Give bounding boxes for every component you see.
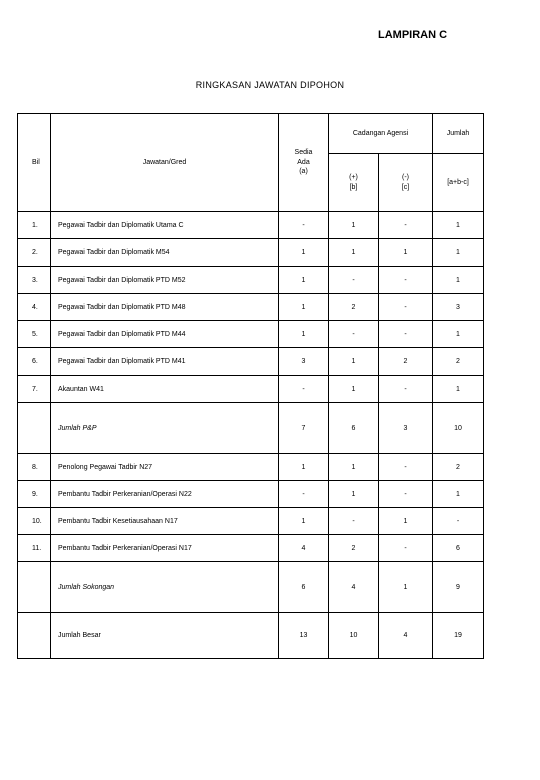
kurang-cell: - (379, 267, 433, 294)
jumlah-cell: 10 (433, 403, 484, 454)
jawatan-cell: Jumlah Sokongan (51, 562, 279, 613)
sedia-ada-cell: 1 (279, 239, 329, 267)
jumlah-cell: 1 (433, 212, 484, 239)
jawatan-cell: Jumlah P&P (51, 403, 279, 454)
header-row (18, 114, 484, 154)
tambah-cell: 10 (329, 613, 379, 659)
kurang-cell: 2 (379, 348, 433, 376)
kurang-cell: - (379, 212, 433, 239)
bil-cell (18, 403, 51, 454)
jumlah-cell: 3 (433, 294, 484, 321)
jumlah-cell: 1 (433, 321, 484, 348)
sedia-ada-cell: 1 (279, 508, 329, 535)
table-row (18, 267, 484, 294)
total-sokongan-row (18, 562, 484, 613)
tambah-cell: 6 (329, 403, 379, 454)
jumlah-cell: 1 (433, 376, 484, 403)
bil-cell: 2. (18, 239, 51, 267)
bil-cell: 9. (18, 481, 51, 508)
kurang-cell: - (379, 481, 433, 508)
header-sedia-ada: Sedia Ada (a) (279, 114, 329, 212)
bil-cell: 5. (18, 321, 51, 348)
tambah-cell: 1 (329, 481, 379, 508)
header-jumlah: Jumlah (433, 114, 484, 154)
sedia-ada-cell: 4 (279, 535, 329, 562)
tambah-cell: - (329, 508, 379, 535)
sedia-ada-cell: 1 (279, 454, 329, 481)
kurang-cell: 3 (379, 403, 433, 454)
sedia-ada-cell: 3 (279, 348, 329, 376)
jumlah-cell: 6 (433, 535, 484, 562)
jawatan-cell: Pegawai Tadbir dan Diplomatik M54 (51, 239, 279, 267)
table-row (18, 535, 484, 562)
table-row (18, 239, 484, 267)
header-minus: (-) [c] (379, 154, 433, 212)
table-row (18, 294, 484, 321)
jawatan-cell: Pembantu Tadbir Perkeranian/Operasi N17 (51, 535, 279, 562)
header-plus: (+) [b] (329, 154, 379, 212)
table-row (18, 376, 484, 403)
posts-summary-table (17, 113, 484, 659)
table-row (18, 348, 484, 376)
bil-cell: 1. (18, 212, 51, 239)
bil-cell: 3. (18, 267, 51, 294)
jumlah-cell: - (433, 508, 484, 535)
kurang-cell: 4 (379, 613, 433, 659)
table-row (18, 454, 484, 481)
header-cadangan: Cadangan Agensi (329, 114, 433, 154)
jawatan-cell: Penolong Pegawai Tadbir N27 (51, 454, 279, 481)
tambah-cell: 1 (329, 454, 379, 481)
sedia-ada-cell: 1 (279, 267, 329, 294)
tambah-cell: 1 (329, 376, 379, 403)
jawatan-cell: Akauntan W41 (51, 376, 279, 403)
jawatan-cell: Pegawai Tadbir dan Diplomatik PTD M41 (51, 348, 279, 376)
bil-cell (18, 562, 51, 613)
tambah-cell: 2 (329, 535, 379, 562)
sedia-ada-cell: 7 (279, 403, 329, 454)
jawatan-cell: Pegawai Tadbir dan Diplomatik PTD M48 (51, 294, 279, 321)
sedia-ada-cell: - (279, 212, 329, 239)
bil-cell: 10. (18, 508, 51, 535)
sedia-ada-cell: 1 (279, 294, 329, 321)
sedia-ada-cell: 13 (279, 613, 329, 659)
bil-cell: 7. (18, 376, 51, 403)
table-row (18, 481, 484, 508)
tambah-cell: 2 (329, 294, 379, 321)
tambah-cell: 4 (329, 562, 379, 613)
jawatan-cell: Pegawai Tadbir dan Diplomatik PTD M52 (51, 267, 279, 294)
appendix-label: LAMPIRAN C (378, 29, 448, 41)
jumlah-cell: 9 (433, 562, 484, 613)
kurang-cell: - (379, 376, 433, 403)
kurang-cell: - (379, 535, 433, 562)
tambah-cell: 1 (329, 212, 379, 239)
bil-cell: 8. (18, 454, 51, 481)
tambah-cell: - (329, 267, 379, 294)
jumlah-cell: 19 (433, 613, 484, 659)
jumlah-cell: 2 (433, 454, 484, 481)
sedia-ada-cell: 1 (279, 321, 329, 348)
document-title: RINGKASAN JAWATAN DIPOHON (195, 80, 345, 90)
tambah-cell: 1 (329, 239, 379, 267)
jumlah-cell: 2 (433, 348, 484, 376)
bil-cell: 11. (18, 535, 51, 562)
table-row (18, 212, 484, 239)
kurang-cell: - (379, 294, 433, 321)
kurang-cell: 1 (379, 239, 433, 267)
bil-cell: 4. (18, 294, 51, 321)
header-jawatan: Jawatan/Gred (51, 114, 279, 212)
kurang-cell: - (379, 454, 433, 481)
tambah-cell: - (329, 321, 379, 348)
header-formula: [a+b-c] (433, 154, 484, 212)
kurang-cell: 1 (379, 508, 433, 535)
jumlah-cell: 1 (433, 267, 484, 294)
jawatan-cell: Pegawai Tadbir dan Diplomatik PTD M44 (51, 321, 279, 348)
table-row (18, 508, 484, 535)
sedia-ada-cell: - (279, 481, 329, 508)
jumlah-cell: 1 (433, 239, 484, 267)
jawatan-cell: Pembantu Tadbir Perkeranian/Operasi N22 (51, 481, 279, 508)
jumlah-cell: 1 (433, 481, 484, 508)
tambah-cell: 1 (329, 348, 379, 376)
total-pp-row (18, 403, 484, 454)
bil-cell: 6. (18, 348, 51, 376)
table-row (18, 321, 484, 348)
total-besar-row (18, 613, 484, 659)
jawatan-cell: Pegawai Tadbir dan Diplomatik Utama C (51, 212, 279, 239)
bil-cell (18, 613, 51, 659)
jawatan-cell: Pembantu Tadbir Kesetiausahaan N17 (51, 508, 279, 535)
sedia-ada-cell: - (279, 376, 329, 403)
jawatan-cell: Jumlah Besar (51, 613, 279, 659)
kurang-cell: - (379, 321, 433, 348)
kurang-cell: 1 (379, 562, 433, 613)
header-bil: Bil (18, 114, 51, 212)
sedia-ada-cell: 6 (279, 562, 329, 613)
